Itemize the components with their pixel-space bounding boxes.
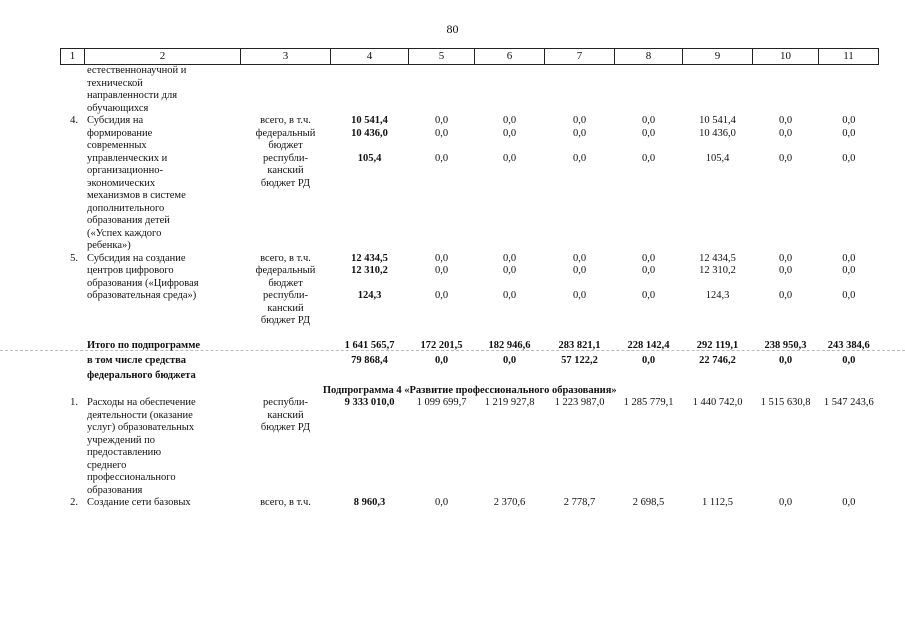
- page-number: 80: [446, 22, 459, 36]
- header-cell: 10: [753, 49, 819, 65]
- value-cell: 0,0 0,0 0,0: [778, 252, 793, 301]
- value-cell: 0,0: [842, 497, 856, 508]
- row-name: Создание сети базовых: [87, 497, 191, 508]
- value-cell: 2 778,7: [563, 497, 596, 508]
- total-value: 243 384,6 0,0: [827, 339, 870, 366]
- value-cell: 0,0 0,0 0,0: [434, 252, 449, 301]
- value-cell: 10 541,4 10 436,0 105,4: [351, 115, 388, 164]
- value-cell: 0,0 0,0 0,0: [502, 115, 517, 164]
- value-cell: 0,0 0,0 0,0: [572, 115, 587, 164]
- value-cell: 1 219 927,8: [484, 397, 535, 408]
- table-row: [61, 253, 879, 328]
- header-cell: 2: [85, 49, 241, 65]
- value-cell: 10 541,4 10 436,0 105,4: [699, 115, 736, 164]
- funding-source: всего, в т.ч. федеральный бюджет республи- канский бюджет РД: [255, 252, 316, 326]
- header-row: [61, 49, 879, 65]
- value-cell: 1 515 630,8: [760, 397, 811, 408]
- header-cell: 3: [241, 49, 331, 65]
- total-value: 283 821,1 57 122,2: [558, 339, 601, 366]
- value-cell: 0,0 0,0 0,0: [778, 115, 793, 164]
- total-label: Итого по подпрограмме в том числе средства федерального бюджета: [87, 339, 201, 381]
- funding-source: республи- канский бюджет РД: [260, 397, 311, 433]
- value-cell: 2 698,5: [632, 497, 665, 508]
- value-cell: 0,0: [434, 497, 449, 508]
- value-cell: 2 370,6: [493, 497, 526, 508]
- total-value: 172 201,5 0,0: [420, 339, 463, 366]
- row-index: 1.: [70, 397, 78, 408]
- value-cell: 0,0 0,0 0,0: [434, 115, 449, 164]
- table-row: [61, 65, 879, 116]
- total-value: 182 946,6 0,0: [488, 339, 531, 366]
- funding-source: всего, в т.ч.: [260, 497, 311, 508]
- total-value: 292 119,1 22 746,2: [696, 339, 739, 366]
- row-name: Расходы на обеспечение деятельности (оказание услуг) образовательных учреждений по предоставлению среднего профессионального образования: [87, 397, 196, 496]
- subprogram-heading-row: [61, 383, 879, 398]
- row-index: 5.: [70, 252, 78, 264]
- row-index: 2.: [70, 497, 78, 508]
- header-cell: 11: [819, 49, 879, 65]
- value-cell: 8 960,3: [353, 497, 386, 508]
- table-row: [61, 497, 879, 510]
- header-cell: 7: [545, 49, 615, 65]
- table-row: [61, 397, 879, 497]
- header-cell: 8: [615, 49, 683, 65]
- header-cell: 5: [409, 49, 475, 65]
- value-cell: 1 285 779,1: [623, 397, 674, 408]
- budget-table: [60, 48, 879, 510]
- value-cell: 9 333 010,0: [344, 397, 395, 408]
- value-cell: 0,0 0,0 0,0: [842, 252, 856, 301]
- value-cell: 1 223 987,0: [554, 397, 605, 408]
- table-row: [61, 115, 879, 253]
- value-cell: 1 547 243,6: [823, 397, 874, 408]
- row-name: естественнонаучной и технической направленности для обучающихся: [87, 65, 187, 114]
- value-cell: 12 434,5 12 310,2 124,3: [351, 252, 388, 301]
- value-cell: 0,0 0,0 0,0: [641, 115, 656, 164]
- row-index: 4.: [70, 115, 78, 126]
- total-value: 238 950,3 0,0: [764, 339, 807, 366]
- value-cell: 1 112,5: [701, 497, 734, 508]
- value-cell: 0,0 0,0 0,0: [572, 252, 587, 301]
- row-name: Субсидия на создание центров цифрового образования («Цифровая образовательная среда»): [87, 252, 199, 301]
- header-cell: 6: [475, 49, 545, 65]
- header-cell: 1: [61, 49, 85, 65]
- value-cell: 0,0 0,0 0,0: [842, 115, 856, 164]
- subprogram-heading: Подпрограмма 4 «Развитие профессионального образования»: [322, 384, 617, 396]
- total-value: 1 641 565,7 79 868,4: [344, 339, 395, 366]
- value-cell: 1 099 699,7: [416, 397, 467, 408]
- value-cell: 12 434,5 12 310,2 124,3: [699, 252, 736, 301]
- header-cell: 4: [331, 49, 409, 65]
- row-name: Субсидия на формирование современных управленческих и организационно- экономических механизмов в системе дополнительного образования детей («Успех каждого ребенка»): [87, 115, 186, 251]
- value-cell: 0,0 0,0 0,0: [641, 252, 656, 301]
- header-cell: 9: [683, 49, 753, 65]
- value-cell: 0,0 0,0 0,0: [502, 252, 517, 301]
- total-value: 228 142,4 0,0: [627, 339, 670, 366]
- value-cell: 0,0: [778, 497, 793, 508]
- value-cell: 1 440 742,0: [692, 397, 743, 408]
- subprogram-total-row: [61, 338, 879, 383]
- funding-source: всего, в т.ч. федеральный бюджет республи- канский бюджет РД: [255, 115, 316, 189]
